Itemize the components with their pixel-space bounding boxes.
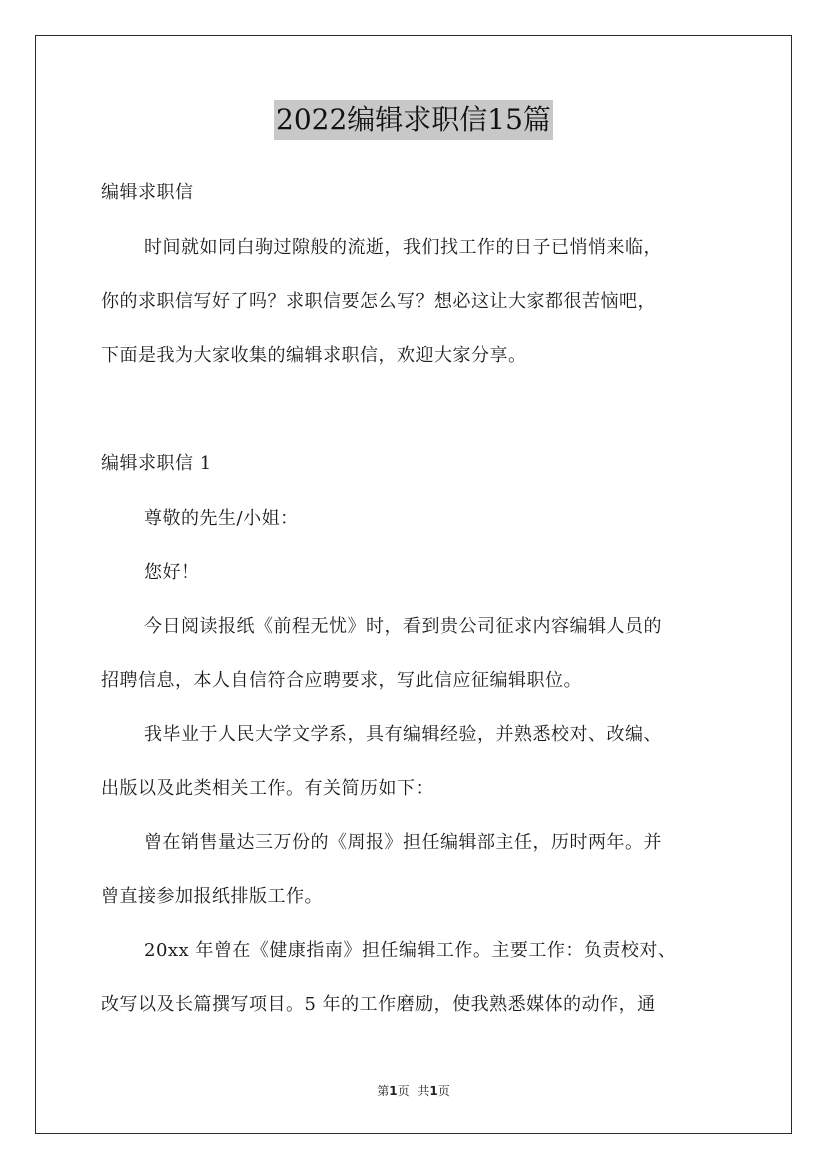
greeting: 您好！ (144, 562, 200, 583)
footer-total-pages: 1 (429, 1084, 438, 1098)
section-heading: 编辑求职信 1 (101, 453, 212, 474)
footer-prefix: 第 (377, 1084, 390, 1098)
salutation: 尊敬的先生/小姐： (144, 508, 299, 529)
footer-total-unit: 页 (437, 1084, 450, 1098)
section-heading: 编辑求职信 (101, 182, 194, 203)
footer-page-unit: 页 (397, 1084, 410, 1098)
paragraph-line: 曾直接参加报纸排版工作。 (101, 886, 323, 907)
title-container (0, 100, 827, 140)
paragraph-line: 出版以及此类相关工作。有关简历如下： (101, 778, 434, 799)
paragraph-line: 时间就如同白驹过隙般的流逝，我们找工作的日子已悄悄来临， (144, 237, 662, 258)
paragraph-line: 我毕业于人民大学文学系，具有编辑经验，并熟悉校对、改编、 (144, 724, 662, 745)
document-title: 2022编辑求职信15篇 (274, 100, 553, 140)
footer-total-prefix: 共 (417, 1084, 430, 1098)
paragraph-line: 曾在销售量达三万份的《周报》担任编辑部主任，历时两年。并 (144, 832, 662, 853)
paragraph-line: 20xx 年曾在《健康指南》担任编辑工作。主要工作：负责校对、 (144, 940, 677, 961)
paragraph-line: 你的求职信写好了吗？求职信要怎么写？想必这让大家都很苦恼吧， (101, 291, 656, 312)
page-footer (0, 1083, 827, 1099)
paragraph-line: 改写以及长篇撰写项目。5 年的工作磨励，使我熟悉媒体的动作，通 (101, 994, 656, 1015)
footer-page-number: 1 (389, 1084, 398, 1098)
paragraph-line: 下面是我为大家收集的编辑求职信，欢迎大家分享。 (101, 345, 527, 366)
paragraph-line: 招聘信息，本人自信符合应聘要求，写此信应征编辑职位。 (101, 670, 582, 691)
paragraph-line: 今日阅读报纸《前程无忧》时，看到贵公司征求内容编辑人员的 (144, 616, 662, 637)
